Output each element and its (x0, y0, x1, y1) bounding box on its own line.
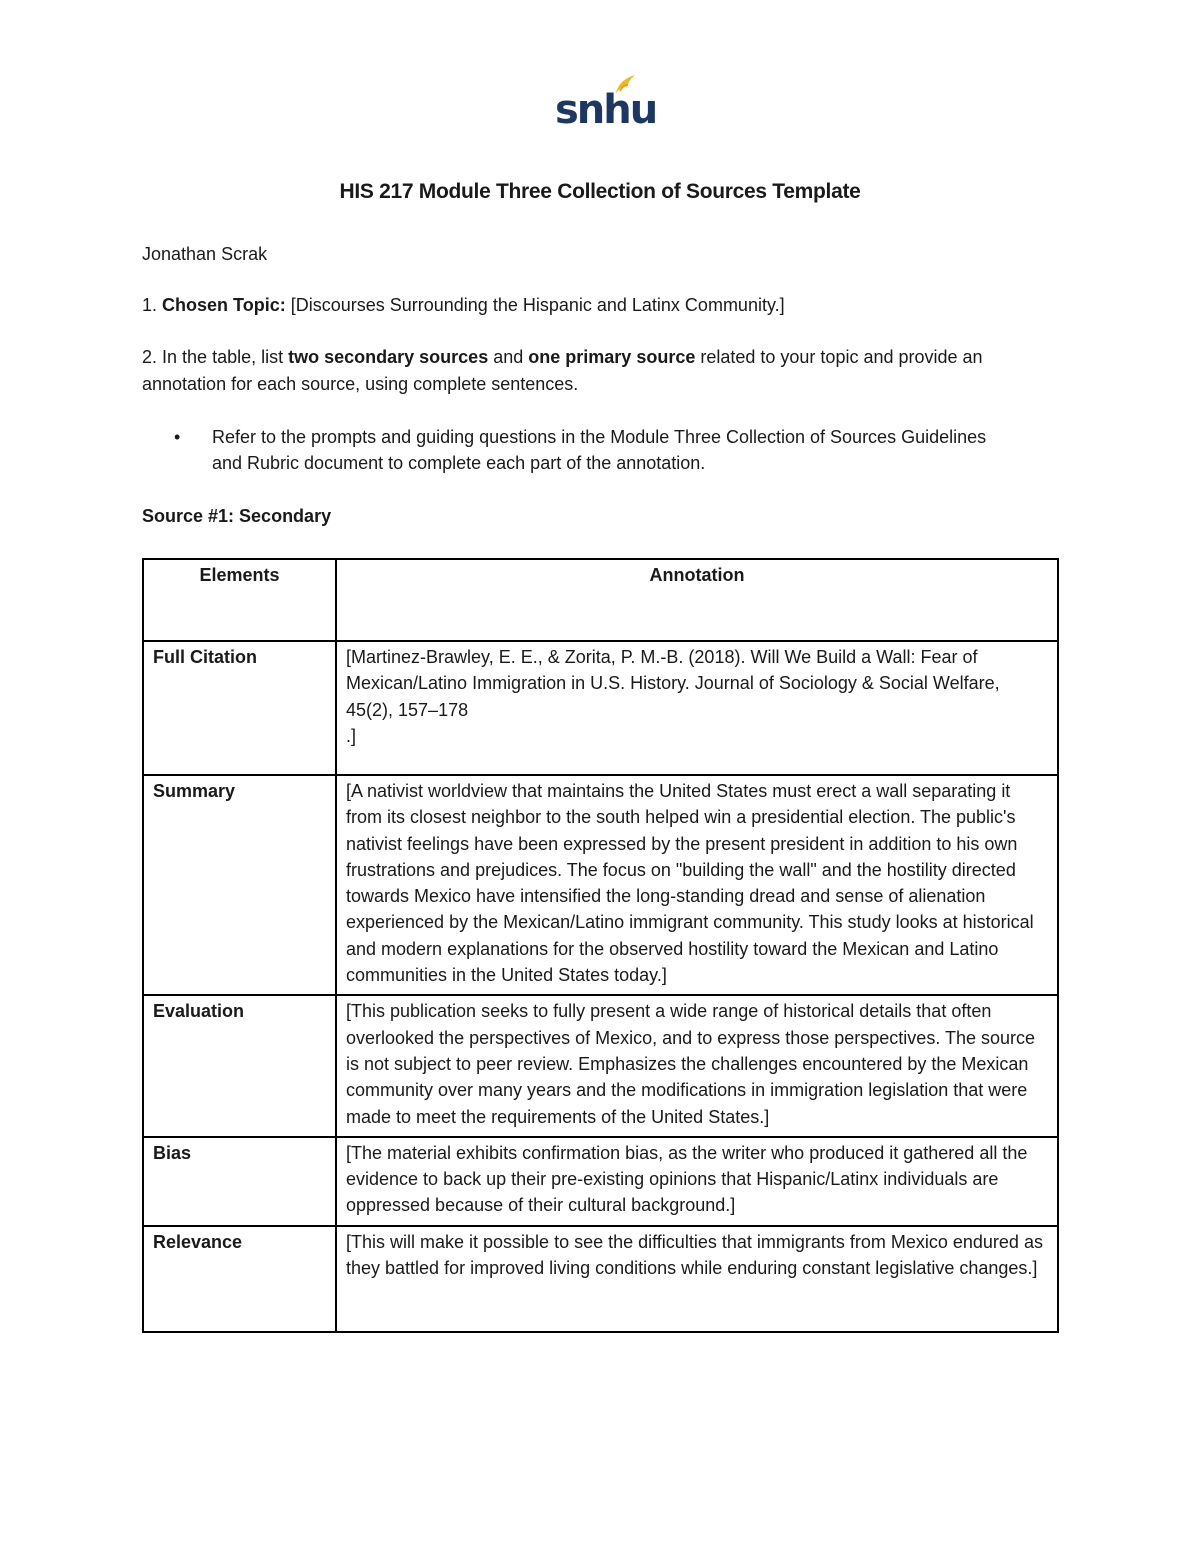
logo-wordmark: snhu (555, 87, 657, 133)
citation-text: [Martinez-Brawley, E. E., & Zorita, P. M.-B. (2018). Will We Build a Wall: Fear of Mexican/Latino Immigration in U.S. History. Journal of Sociology & Social Welfare, 45(2), 157–178 (346, 647, 1000, 720)
instruction-number: 2. (142, 347, 158, 367)
instruction-part2: and (493, 347, 524, 367)
table-row (143, 995, 1058, 1136)
table-row (143, 775, 1058, 995)
table-row (143, 1137, 1058, 1226)
header-annotation: Annotation (336, 559, 1058, 641)
bias-cell: [The material exhibits confirmation bias, as the writer who produced it gathered all the evidence to back up their pre-existing opinions that Hispanic/Latinx individuals are oppressed because of their cultural background.] (336, 1137, 1058, 1226)
instruction-part3: related to your topic and provide an annotation for each source, using complete sentences. (142, 347, 983, 394)
bullet-icon: • (174, 427, 181, 447)
header-elements: Elements (143, 559, 336, 641)
citation-closing: .] (346, 725, 357, 746)
relevance-cell: [This will make it possible to see the difficulties that immigrants from Mexico endured as they battled for improved living conditions while enduring constant legislative changes.] (336, 1226, 1058, 1332)
page-title: HIS 217 Module Three Collection of Sources Template (339, 180, 861, 203)
topic-number: 1. (142, 295, 158, 315)
row-label: Relevance (143, 1226, 336, 1332)
instruction-bold2: one primary source (528, 347, 696, 367)
source-heading: Source #1: Secondary (142, 506, 332, 526)
table-row (143, 641, 1058, 775)
topic-value: [Discourses Surrounding the Hispanic and Latinx Community.] (290, 295, 785, 315)
bullet-text: Refer to the prompts and guiding questions in the Module Three Collection of Sources Guidelines and Rubric document to complete each part of the annotation. (212, 427, 987, 473)
row-label: Full Citation (143, 641, 336, 775)
topic-label: Chosen Topic: (162, 295, 286, 315)
table-row (143, 1226, 1058, 1332)
row-label: Bias (143, 1137, 336, 1226)
author-name: Jonathan Scrak (142, 244, 268, 264)
table-header-row (143, 559, 1058, 641)
snhu-logo (553, 72, 657, 134)
instruction-paragraph (142, 344, 1062, 398)
row-label: Evaluation (143, 995, 336, 1136)
annotation-table (142, 558, 1059, 1333)
citation-cell (336, 641, 1058, 775)
summary-cell: [A nativist worldview that maintains the United States must erect a wall separating it from its closest neighbor to the south helped win a presidential election. The public's nativist feelings have been expressed by the present president in addition to his own frustrations and prejudices. The focus on "building the wall" and the hostility directed towards Mexico have intensified the long-standing dread and sense of alienation experienced by the Mexican/Latino immigrant community. This study looks at historical and modern explanations for the observed hostility toward the Mexican and Latino communities in the United States today.] (336, 775, 1058, 995)
instruction-bold1: two secondary sources (288, 347, 489, 367)
instruction-part1: In the table, list (162, 347, 284, 367)
chosen-topic (142, 292, 1062, 319)
row-label: Summary (143, 775, 336, 995)
evaluation-cell: [This publication seeks to fully present a wide range of historical details that often overlooked the perspectives of Mexico, and to express those perspectives. The source is not subject to peer review. Emphasizes the challenges encountered by the Mexican community over many years and the modifications in immigration legislation that were made to meet the requirements of the United States.] (336, 995, 1058, 1136)
